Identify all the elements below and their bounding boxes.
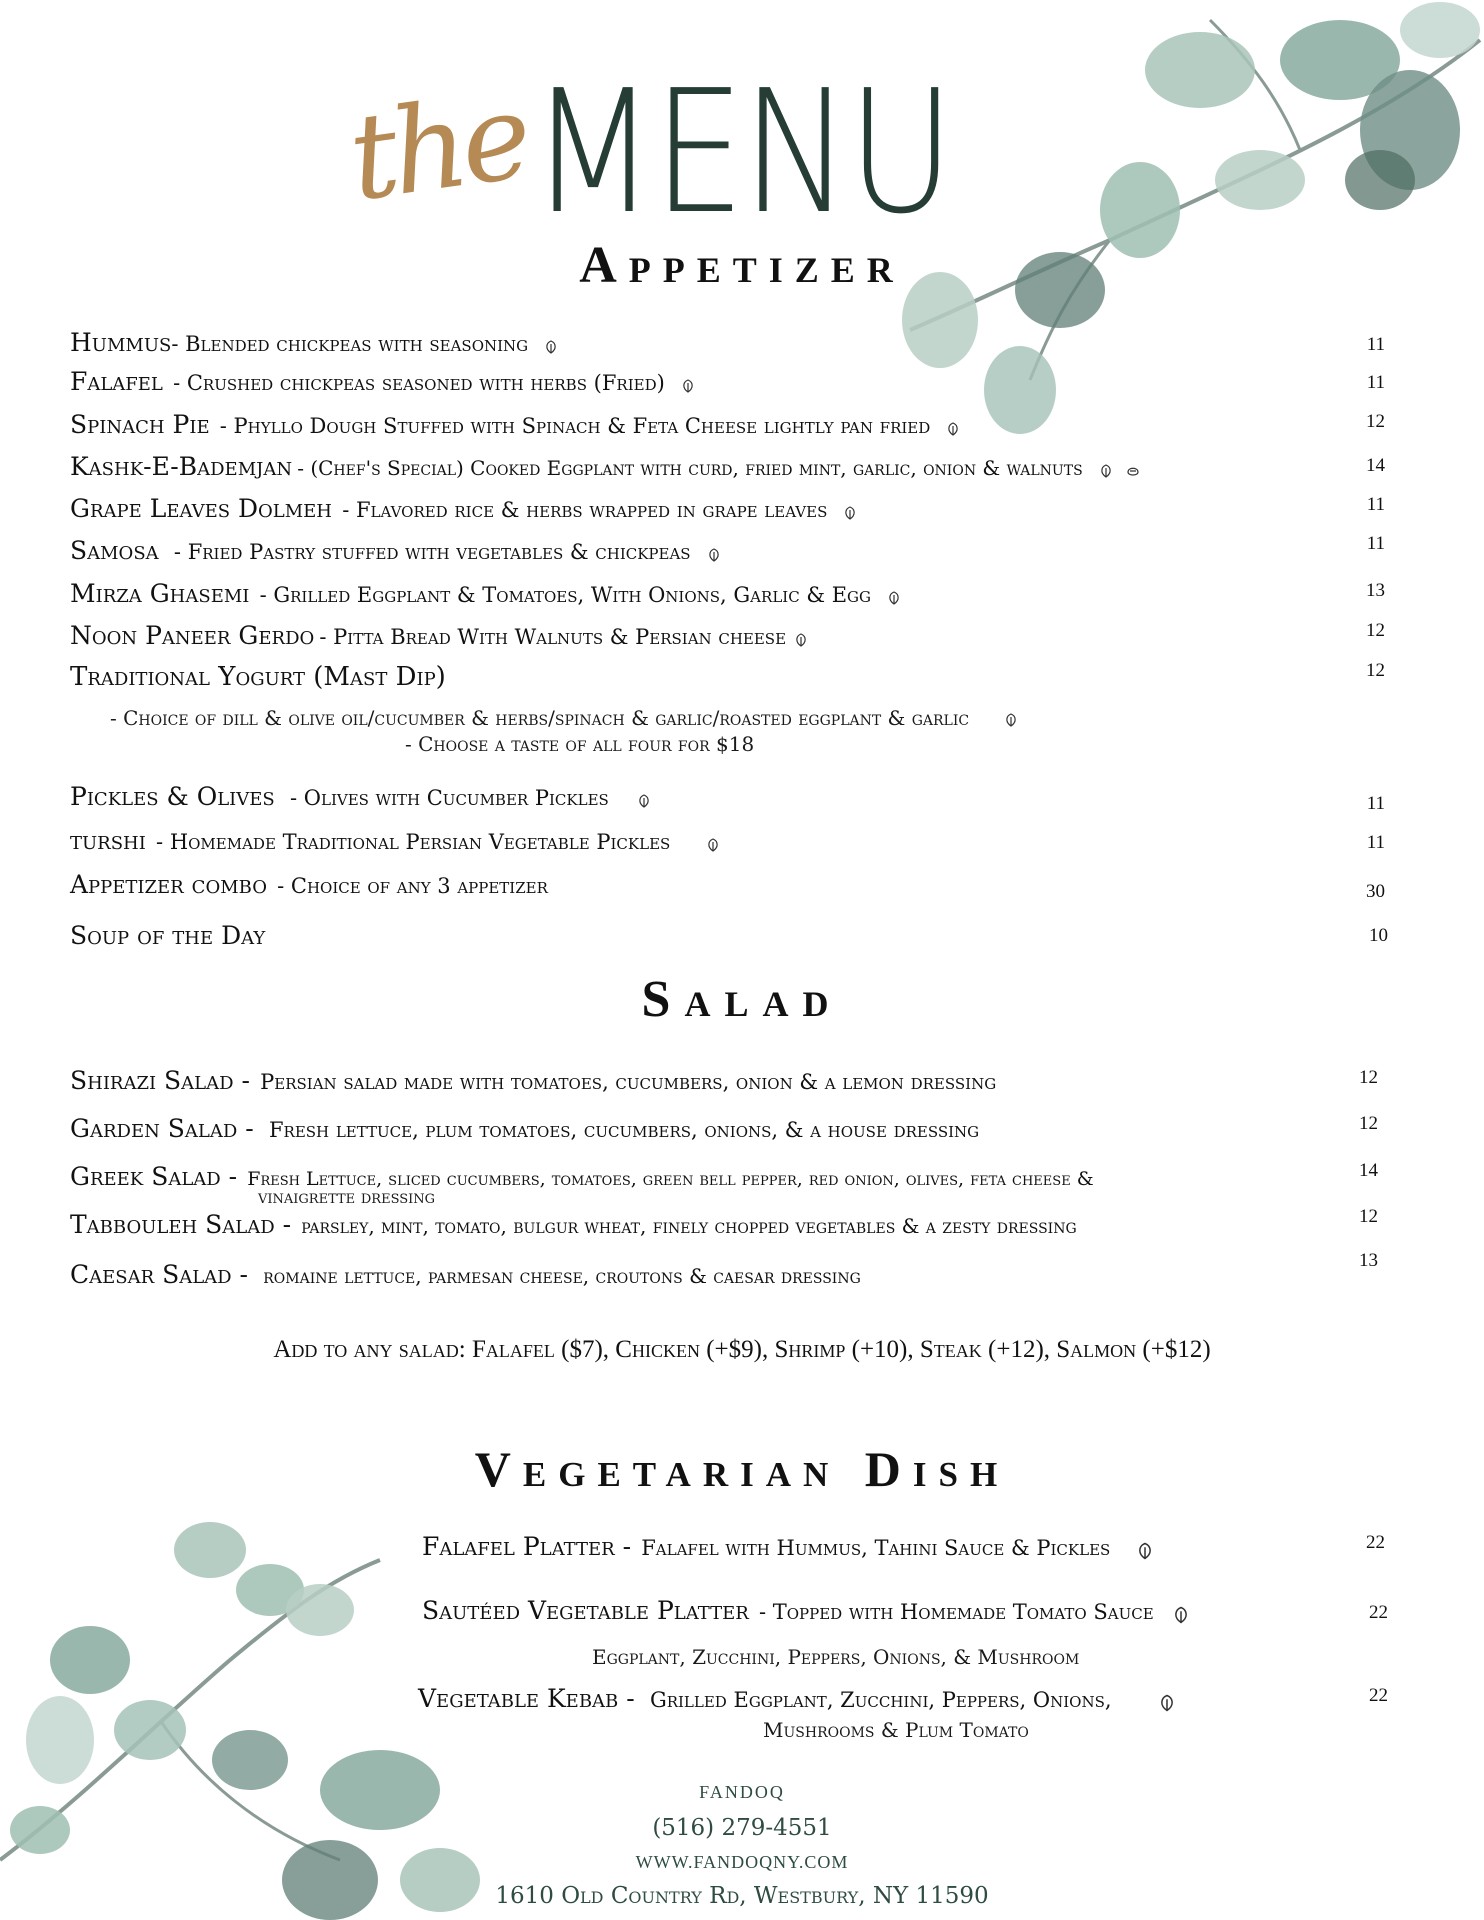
menu-item <box>70 826 721 855</box>
item-name: Caesar Salad - <box>70 1260 248 1289</box>
menu-item <box>70 870 548 899</box>
menu-title <box>330 40 1030 252</box>
item-description: parsley, mint, tomato, bulgur wheat, finely chopped vegetables & a zesty dressing <box>301 1214 1077 1238</box>
website-link[interactable]: WWW.FANDOQNY.COM <box>635 1852 849 1872</box>
vegan-leaf-icon <box>1003 712 1019 728</box>
item-description: Falafel with Hummus, Tahini Sauce & Pickles <box>641 1536 1111 1560</box>
item-name: Traditional Yogurt (Mast Dip) <box>70 662 446 692</box>
menu-item <box>70 328 559 357</box>
item-price: 14 <box>1359 1160 1378 1181</box>
item-price: 11 <box>1366 832 1385 853</box>
menu-item <box>70 367 696 396</box>
menu-item <box>70 662 446 692</box>
item-price: 12 <box>1366 411 1385 432</box>
item-name: Spinach Pie <box>70 410 210 439</box>
phone-number[interactable]: (516) 279-4551 <box>652 1815 832 1841</box>
yogurt-choices <box>110 706 1019 730</box>
item-price: 12 <box>1359 1206 1378 1227</box>
yogurt-choices-text: - Choice of dill & olive oil/cucumber & herbs/spinach & garlic/roasted eggplant & garlic <box>110 706 970 730</box>
appetizer-heading: Appetizer <box>579 237 905 294</box>
item-price: 12 <box>1366 620 1385 641</box>
menu-item <box>70 494 858 523</box>
vegan-leaf-icon <box>636 793 652 809</box>
menu-item <box>70 579 902 608</box>
item-description: - Fried Pastry stuffed with vegetables & chickpeas <box>173 540 691 564</box>
item-name: Mirza Ghasemi <box>70 579 250 608</box>
item-name: Hummus <box>70 328 172 357</box>
nut-icon <box>1125 463 1141 479</box>
restaurant-name: FANDOQ <box>699 1782 785 1802</box>
item-description: - Phyllo Dough Stuffed with Spinach & Feta Cheese lightly pan fried <box>219 414 931 438</box>
vegan-leaf-icon <box>945 421 961 437</box>
item-description: Fresh lettuce, plum tomatoes, cucumbers, onions, & a house dressing <box>268 1118 980 1142</box>
item-name: Soup of the Day <box>70 921 266 950</box>
greek-dressing-line: vinaigrette dressing <box>258 1187 436 1208</box>
vegan-leaf-icon <box>543 339 559 355</box>
item-price: 11 <box>1366 533 1385 554</box>
item-description: romaine lettuce, parmesan cheese, croutons & caesar dressing <box>263 1264 861 1288</box>
item-name: Sautéed Vegetable Platter <box>422 1596 749 1625</box>
item-description: - Crushed chickpeas seasoned with herbs (Fried) <box>173 371 665 395</box>
item-price: 22 <box>1366 1532 1385 1553</box>
item-description: - Blended chickpeas with seasoning <box>171 332 529 356</box>
item-description: - Olives with Cucumber Pickles <box>290 786 609 810</box>
salad-addon-note: Add to any salad: Falafel ($7), Chicken (+$9), Shrimp (+10), Steak (+12), Salmon (+$12) <box>273 1336 1211 1363</box>
vegan-leaf-icon <box>680 378 696 394</box>
item-name: Falafel <box>70 367 163 396</box>
menu-item <box>70 1210 1077 1239</box>
vegan-leaf-icon <box>1135 1541 1155 1561</box>
menu-item <box>418 1684 1177 1713</box>
menu-item <box>70 621 809 650</box>
menu-item <box>70 921 265 950</box>
item-description: - Homemade Traditional Persian Vegetable Pickles <box>156 830 671 854</box>
item-description: - Topped with Homemade Tomato Sauce <box>758 1600 1154 1624</box>
item-price: 11 <box>1366 372 1385 393</box>
item-name: Vegetable Kebab - <box>418 1684 635 1713</box>
vegan-leaf-icon <box>705 837 721 853</box>
item-name: Grape Leaves Dolmeh <box>70 494 333 523</box>
item-price: 11 <box>1366 494 1385 515</box>
item-name: turshi <box>70 826 146 855</box>
item-description: - (Chef's Special) Cooked Eggplant with curd, fried mint, garlic, onion & walnuts <box>297 456 1083 480</box>
vegan-leaf-icon <box>706 547 722 563</box>
item-price: 13 <box>1366 580 1385 601</box>
menu-item <box>70 1066 996 1095</box>
item-price: 12 <box>1366 660 1385 681</box>
item-name: Samosa <box>70 536 159 565</box>
menu-item <box>422 1532 1155 1561</box>
item-description: - Pitta Bread With Walnuts & Persian cheese <box>319 625 787 649</box>
item-name: Falafel Platter - <box>422 1532 632 1561</box>
item-name: Pickles & Olives <box>70 782 275 811</box>
title-script-the: the <box>341 66 535 228</box>
salad-heading: Salad <box>641 971 843 1028</box>
menu-item <box>70 782 652 811</box>
item-price: 12 <box>1359 1113 1378 1134</box>
item-description: Fresh Lettuce, sliced cucumbers, tomatoes, green bell pepper, red onion, olives, feta cheese & <box>247 1168 1094 1190</box>
item-name: Tabbouleh Salad - <box>70 1210 292 1239</box>
item-name: Kashk-E-Bademjan <box>70 452 293 481</box>
item-price: 12 <box>1359 1067 1378 1088</box>
menu-item <box>70 1260 861 1289</box>
item-name: Noon Paneer Gerdo <box>70 621 315 650</box>
item-description: Persian salad made with tomatoes, cucumbers, onion & a lemon dressing <box>260 1070 997 1094</box>
kebab-ingredients-line: Mushrooms & Plum Tomato <box>763 1718 1029 1742</box>
vegan-leaf-icon <box>1098 463 1114 479</box>
vegan-leaf-icon <box>1171 1605 1191 1625</box>
item-price: 30 <box>1366 881 1385 902</box>
item-description: - Choice of any 3 appetizer <box>277 874 548 898</box>
item-name: Garden Salad - <box>70 1114 254 1143</box>
vegan-leaf-icon <box>793 632 809 648</box>
title-menu-word: MENU <box>530 54 952 252</box>
menu-item <box>70 1114 979 1143</box>
item-name: Appetizer combo <box>70 870 267 899</box>
item-price: 10 <box>1369 925 1388 946</box>
address: 1610 Old Country Rd, Westbury, NY 11590 <box>495 1883 989 1909</box>
item-description: - Grilled Eggplant & Tomatoes, With Onions, Garlic & Egg <box>259 583 872 607</box>
menu-item <box>70 536 722 565</box>
menu-item <box>422 1596 1191 1625</box>
item-name: Shirazi Salad - <box>70 1066 250 1095</box>
item-description: - Flavored rice & herbs wrapped in grape leaves <box>342 498 828 522</box>
item-name: Greek Salad - <box>70 1162 238 1191</box>
menu-item <box>70 1162 1094 1191</box>
vegan-leaf-icon <box>1157 1693 1177 1713</box>
item-price: 14 <box>1366 455 1385 476</box>
menu-item <box>70 410 961 439</box>
yogurt-sampler-note: - Choose a taste of all four for $18 <box>405 732 755 756</box>
item-description: Grilled Eggplant, Zucchini, Peppers, Onions, <box>649 1688 1112 1712</box>
vegetarian-heading: Vegetarian Dish <box>474 1441 1010 1497</box>
vegan-leaf-icon <box>842 505 858 521</box>
item-price: 11 <box>1366 334 1385 355</box>
item-price: 22 <box>1369 1685 1388 1706</box>
menu-item <box>70 452 1141 481</box>
item-price: 13 <box>1359 1250 1378 1271</box>
saute-ingredients-line: Eggplant, Zucchini, Peppers, Onions, & Mushroom <box>592 1645 1080 1669</box>
item-price: 22 <box>1369 1602 1388 1623</box>
vegan-leaf-icon <box>886 590 902 606</box>
item-price: 11 <box>1366 793 1385 814</box>
